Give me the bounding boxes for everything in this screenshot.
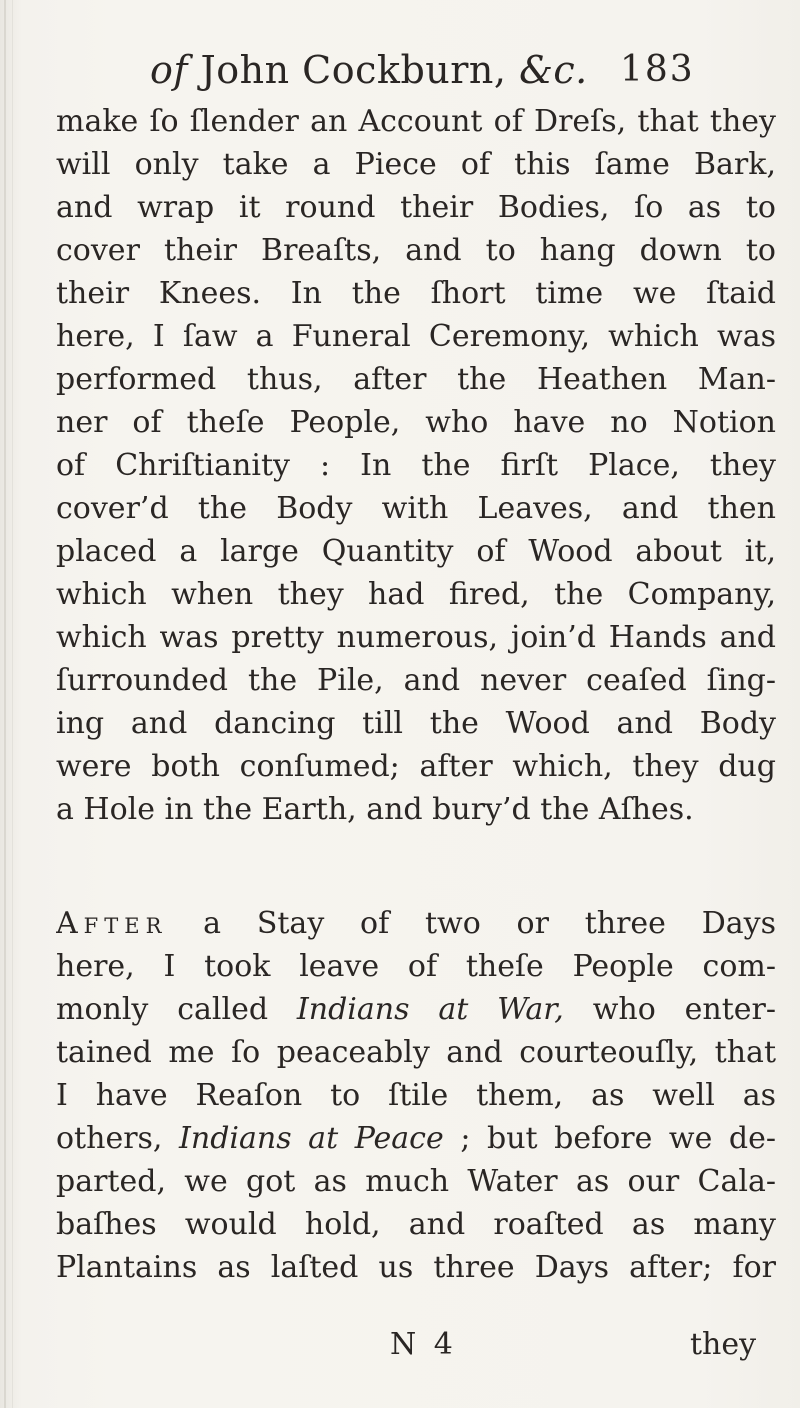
text-line: make ſo ſlender an Account of Dreſs, that they (56, 104, 776, 139)
page-number: 183 (620, 49, 695, 90)
text-line: parted, we got as much Water as our Cala- (56, 1164, 776, 1199)
line-text: others, (56, 1121, 163, 1156)
running-head-etc: &c. (519, 48, 588, 92)
paragraph-1 (56, 100, 776, 831)
paragraph-gap (56, 831, 776, 902)
italic-phrase: Indians at Peace (179, 1121, 444, 1156)
catchword: they (690, 1327, 757, 1362)
opening-word: After (56, 906, 168, 941)
text-line (56, 902, 776, 945)
text-line: and wrap it round their Bodies, ſo as to (56, 190, 776, 225)
text-line: which when they had fired, the Company, (56, 577, 776, 612)
text-line: cover’d the Body with Leaves, and then (56, 491, 776, 526)
text-line: of Chriſtianity : In the firſt Place, they (56, 448, 776, 483)
text-line: ner of theſe People, who have no Notion (56, 405, 776, 440)
line-text: ; but before we de- (460, 1121, 776, 1156)
page-gutter-shadow (4, 0, 6, 1408)
running-head (150, 40, 670, 100)
line-text: a Stay of two or three Days (203, 906, 776, 941)
text-line: which was pretty numerous, join’d Hands and (56, 620, 776, 655)
text-line: Plantains as laſted us three Days after; for (56, 1250, 776, 1285)
text-line (56, 988, 776, 1031)
text-line: here, I took leave of theſe People com- (56, 949, 776, 984)
text-line: here, I ſaw a Funeral Ceremony, which was (56, 319, 776, 354)
text-line: performed thus, after the Heathen Man- (56, 362, 776, 397)
page-gutter-edge (12, 0, 13, 1408)
running-head-prefix: of (150, 48, 188, 92)
text-line: tained me ſo peaceably and courteouſly, that (56, 1035, 776, 1070)
text-line: will only take a Piece of this ſame Bark, (56, 147, 776, 182)
running-head-name: John Cockburn, (200, 48, 507, 92)
line-text: who enter- (592, 992, 776, 1027)
text-line: baſhes would hold, and roaſted as many (56, 1207, 776, 1242)
text-line: placed a large Quantity of Wood about it, (56, 534, 776, 569)
line-text: monly called (56, 992, 269, 1027)
text-line: were both conſumed; after which, they dug (56, 749, 776, 784)
text-line: cover their Breaſts, and to hang down to (56, 233, 776, 268)
text-line: ing and dancing till the Wood and Body (56, 706, 776, 741)
signature-mark: N 4 (390, 1327, 457, 1362)
paragraph-2 (56, 902, 776, 1289)
text-line (56, 1117, 776, 1160)
text-line: a Hole in the Earth, and bury’d the Aſhes. (56, 792, 694, 827)
text-line: ſurrounded the Pile, and never ceaſed ſing- (56, 663, 776, 698)
italic-phrase: Indians at War, (296, 992, 564, 1027)
text-line: I have Reaſon to ſtile them, as well as (56, 1078, 776, 1113)
body-text (56, 100, 776, 1289)
text-line: their Knees. In the ſhort time we ſtaid (56, 276, 776, 311)
